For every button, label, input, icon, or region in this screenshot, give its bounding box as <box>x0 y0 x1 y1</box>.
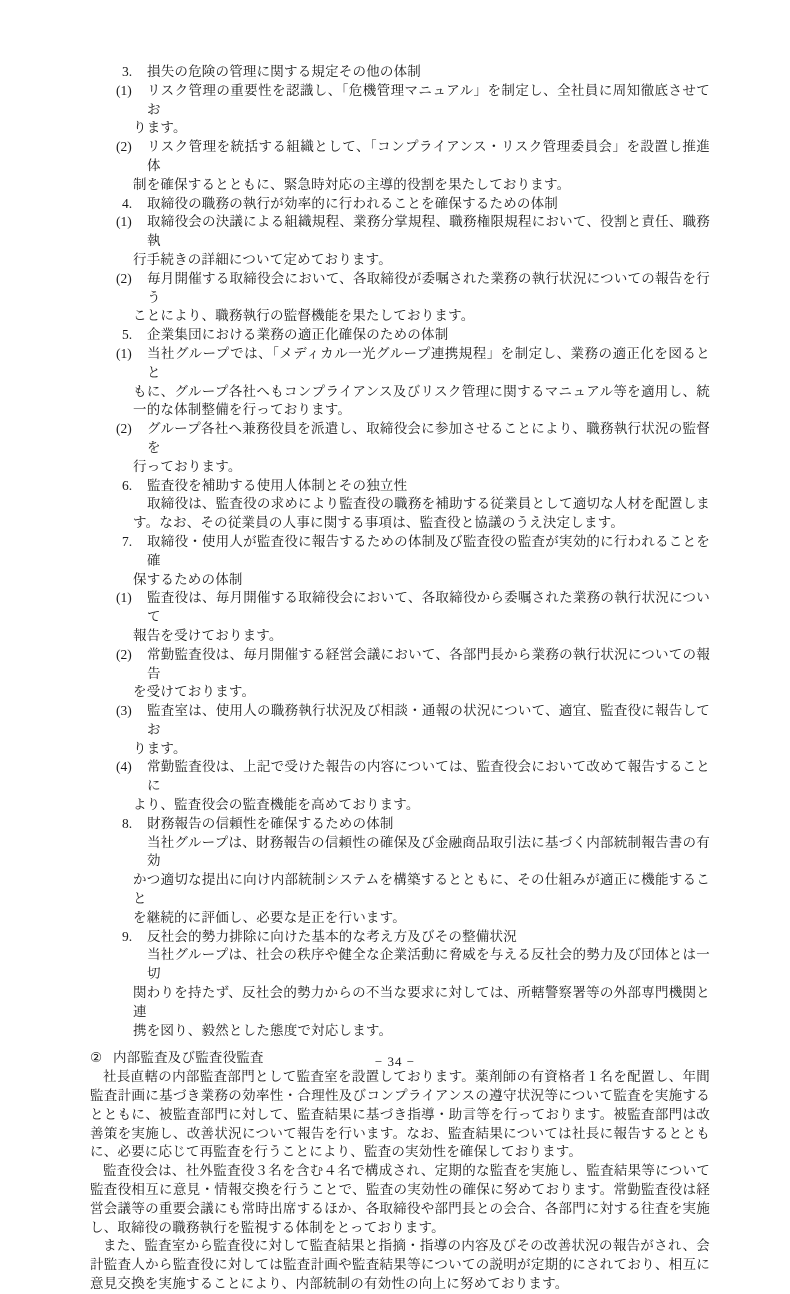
paragraph <box>90 495 710 533</box>
item-marker: (1) <box>116 82 132 98</box>
item-marker: 8. <box>122 815 133 831</box>
item-marker: (1) <box>116 345 132 361</box>
sub-item <box>90 82 710 138</box>
text-line: 意見交換を実施することにより、内部統制の有効性の向上に努めております。 <box>90 1276 569 1291</box>
text-line: 反社会的勢力排除に向けた基本的な考え方及びその整備状況 <box>147 928 517 944</box>
item-marker: (1) <box>116 590 132 606</box>
paragraph <box>90 946 710 1040</box>
item-marker: 9. <box>122 928 133 944</box>
text-line: を受けております。 <box>133 684 256 700</box>
text-line: 一的な体制整備を行っております。 <box>133 402 352 418</box>
text-line: かつ適切な提出に向け内部統制システムを構築するとともに、その仕組みが適正に機能すること <box>133 872 710 907</box>
text-line: に、必要に応じて再監査を行うことにより、監査の実効性を確保しております。 <box>90 1144 583 1160</box>
text-line: 取締役会の決議による組織規程、業務分掌規程、職務権限規程において、役割と責任、職務執 <box>147 214 710 249</box>
item-marker: 7. <box>122 533 133 549</box>
text-line: 監査役を補助する使用人体制とその独立性 <box>147 477 408 493</box>
paragraph <box>90 1162 710 1237</box>
text-line: 損失の危険の管理に関する規定その他の体制 <box>147 64 421 79</box>
text-line: す。なお、その従業員の人事に関する事項は、監査役と協議のうえ決定します。 <box>133 515 625 531</box>
text-line: また、監査室から監査役に対して監査結果と指摘・指導の内容及びその改善状況の報告がされ、会 <box>103 1238 710 1254</box>
text-line: 企業集団における業務の適正化確保のための体制 <box>147 327 449 343</box>
text-line: 監査室は、使用人の職務執行状況及び相談・通報の状況について、適宜、監査役に報告してお <box>147 703 710 737</box>
text-line: ります。 <box>133 120 187 136</box>
text-line: もに、グループ各社へもコンプライアンス及びリスク管理に関するマニュアル等を適用し、統 <box>133 383 710 399</box>
text-line: 常勤監査役は、毎月開催する経営会議において、各部門長から業務の執行状況についての報告 <box>147 646 710 681</box>
text-line: 監査役相互に意見・情報交換を行うことで、監査の実効性の確保に努めております。常勤監査役は経 <box>90 1182 710 1198</box>
item-marker: 6. <box>122 477 133 493</box>
text-line: 取締役・使用人が監査役に報告するための体制及び監査役の監査が実効的に行われることを確 <box>147 533 710 568</box>
text-line: 社長直轄の内部監査部門として監査室を設置しております。薬剤師の有資格者１名を配置し、年間 <box>103 1069 710 1085</box>
text-line: リスク管理を統括する組織として、「コンプライアンス・リスク管理委員会」を設置し推進体 <box>147 139 710 173</box>
document-content <box>90 63 710 1294</box>
item-marker: 3. <box>122 64 133 79</box>
text-line: を継続的に評価し、必要な是正を行います。 <box>133 909 406 925</box>
text-line: 常勤監査役は、上記で受けた報告の内容については、監査役会において改めて報告することに <box>147 759 710 794</box>
text-line: 営会議等の重要会議にも常時出席するほか、各取締役や部門長との会合、各部門に対する往査を実施 <box>90 1200 710 1216</box>
numbered-item <box>90 928 710 947</box>
section-marker: ② <box>90 1050 103 1066</box>
sub-item <box>90 345 710 420</box>
item-marker: (4) <box>116 759 132 775</box>
text-line: 当社グループは、財務報告の信頼性の確保及び金融商品取引法に基づく内部統制報告書の有効 <box>147 834 710 869</box>
sub-item <box>90 702 710 758</box>
item-marker: (3) <box>116 703 132 719</box>
numbered-item <box>90 477 710 496</box>
paragraph <box>90 1068 710 1162</box>
text-line: 取締役は、監査役の求めにより監査役の職務を補助する従業員として適切な人材を配置しま <box>147 496 710 512</box>
text-line: 制を確保するとともに、緊急時対応の主導的役割を果たしております。 <box>133 176 571 192</box>
text-line: 行手続きの詳細について定めております。 <box>133 251 392 267</box>
text-line: より、監査役会の監査機能を高めております。 <box>133 797 420 813</box>
sub-item <box>90 758 710 814</box>
text-line: 関わりを持たず、反社会的勢力からの不当な要求に対しては、所轄警察署等の外部専門機関と連 <box>133 985 710 1019</box>
text-line: 携を図り、毅然とした態度で対応します。 <box>133 1022 393 1038</box>
sub-item <box>90 646 710 702</box>
text-line: し、取締役の職務執行を監視する体制をとっております。 <box>90 1219 445 1235</box>
numbered-item <box>90 195 710 214</box>
page-number: − 34 − <box>374 1054 416 1069</box>
numbered-item <box>90 326 710 345</box>
sub-item <box>90 270 710 326</box>
text-line: 監査計画に基づき業務の効率性・合理性及びコンプライアンスの遵守状況等について監査を実施する <box>90 1088 710 1104</box>
text-line: ことにより、職務執行の監督機能を果たしております。 <box>133 308 475 324</box>
section-gap <box>90 1040 710 1049</box>
numbered-item <box>90 533 710 589</box>
sub-item <box>90 213 710 269</box>
text-line: ります。 <box>133 740 187 756</box>
text-line: 報告を受けております。 <box>133 627 283 643</box>
text-line: 保するための体制 <box>133 571 243 587</box>
text-line: 毎月開催する取締役会において、各取締役が委嘱された業務の執行状況についての報告を行う <box>147 270 710 305</box>
item-marker: (2) <box>116 139 132 155</box>
item-marker: 4. <box>122 195 133 211</box>
text-line: 当社グループは、社会の秩序や健全な企業活動に脅威を与える反社会的勢力及び団体とは一切 <box>147 947 710 982</box>
numbered-item <box>90 815 710 834</box>
item-marker: (2) <box>116 421 132 437</box>
text-line: 内部監査及び監査役監査 <box>113 1050 264 1066</box>
paragraph <box>90 1237 710 1293</box>
sub-item <box>90 138 710 194</box>
text-line: 行っております。 <box>133 458 242 474</box>
text-line: 当社グループでは、「メディカル一光グループ連携規程」を制定し、業務の適正化を図るとと <box>147 345 710 380</box>
item-marker: (2) <box>116 270 132 286</box>
sub-item <box>90 589 710 645</box>
text-line: とともに、被監査部門に対して、監査結果に基づき指導・助言等を行っております。被監査部門は改 <box>90 1106 710 1122</box>
text-line: 計監査人から監査役に対しては監査計画や監査結果等についての説明が定期的にされており、相互に <box>90 1257 710 1273</box>
text-line: グループ各社へ兼務役員を派遣し、取締役会に参加させることにより、職務執行状況の監督を <box>147 421 710 455</box>
item-marker: (1) <box>116 214 132 230</box>
text-line: リスク管理の重要性を認識し、「危機管理マニュアル」を制定し、全社員に周知徹底させてお <box>147 82 710 117</box>
text-line: 監査役は、毎月開催する取締役会において、各取締役から委嘱された業務の執行状況について <box>147 590 710 625</box>
numbered-item <box>90 63 710 82</box>
paragraph <box>90 834 710 928</box>
item-marker: (2) <box>116 646 132 662</box>
text-line: 取締役の職務の執行が効率的に行われることを確保するための体制 <box>147 195 558 211</box>
text-line: 善策を実施し、改善状況について報告を行います。なお、監査結果については社長に報告するととも <box>90 1125 710 1141</box>
text-line: 監査役会は、社外監査役３名を含む４名で構成され、定期的な監査を実施し、監査結果等について <box>103 1163 710 1179</box>
text-line: 財務報告の信頼性を確保するための体制 <box>147 815 394 831</box>
item-marker: 5. <box>122 327 133 343</box>
sub-item <box>90 420 710 476</box>
